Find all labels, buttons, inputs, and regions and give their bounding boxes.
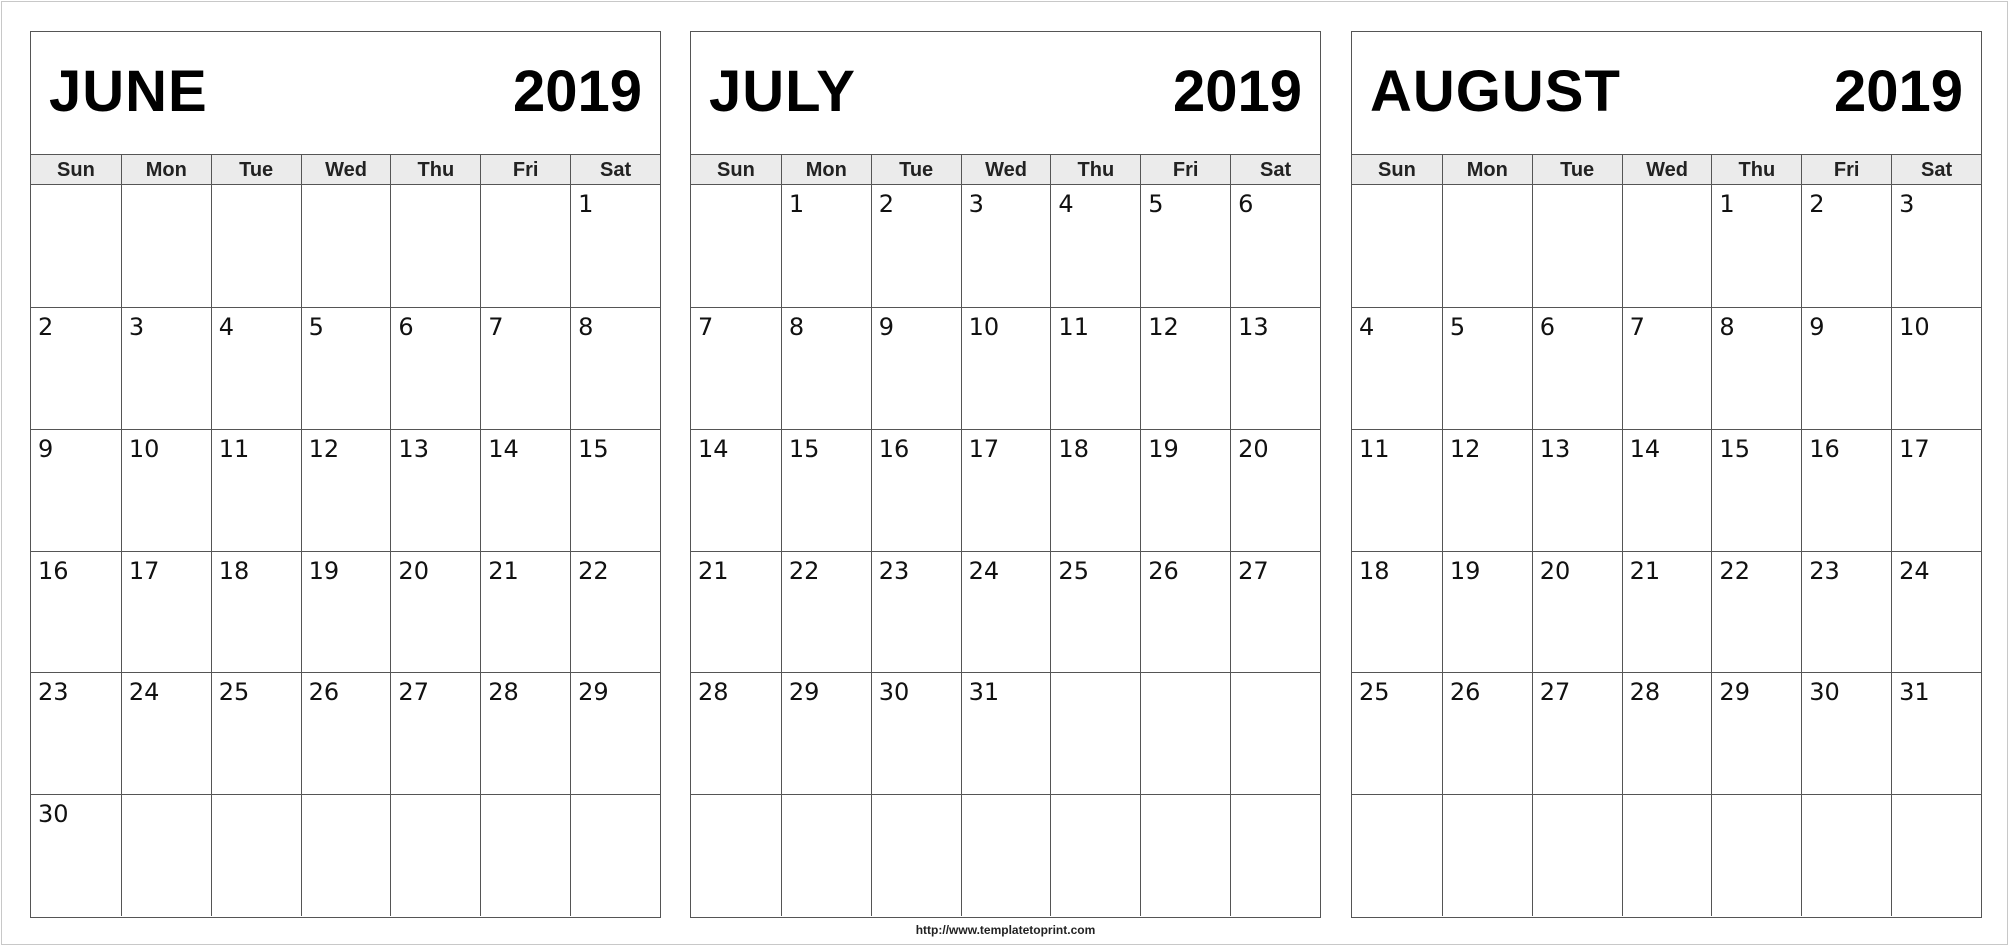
- day-cell: [1352, 794, 1442, 916]
- day-number: 22: [1719, 556, 1750, 585]
- weekday-label: Thu: [390, 155, 480, 185]
- day-cell: [1532, 429, 1622, 551]
- weekday-label: Tue: [871, 155, 961, 185]
- day-number: 20: [1238, 434, 1269, 463]
- day-number: 18: [1058, 434, 1089, 463]
- day-cell: [1050, 429, 1140, 551]
- day-number: 28: [1629, 678, 1661, 707]
- day-number: 28: [698, 678, 729, 707]
- day-number: 25: [218, 678, 250, 707]
- day-number: 1: [788, 190, 805, 218]
- day-number: 14: [1629, 434, 1661, 463]
- weekday-label: Thu: [1711, 155, 1801, 185]
- day-cell: [121, 672, 211, 794]
- day-cell: [1442, 551, 1532, 673]
- weekday-label: Sat: [1230, 155, 1320, 185]
- weekday-label: Tue: [1532, 155, 1622, 185]
- day-cell: [121, 185, 211, 307]
- day-cell: [1711, 185, 1801, 307]
- day-number: 2: [1809, 190, 1825, 218]
- day-number: 26: [1148, 556, 1179, 585]
- month-header: [31, 32, 660, 155]
- day-cell: [1711, 794, 1801, 916]
- day-number: 11: [1058, 312, 1089, 341]
- day-cell: [211, 794, 301, 916]
- day-cell: [211, 429, 301, 551]
- footer-url[interactable]: http://www.templatetoprint.com: [915, 923, 1096, 937]
- day-cell: [301, 794, 391, 916]
- day-number: 31: [1899, 678, 1930, 707]
- month-year: 2019: [1833, 59, 1963, 124]
- calendar-august: [1351, 31, 1982, 918]
- weekday-label: Sat: [570, 155, 660, 185]
- day-number: 15: [1719, 434, 1750, 463]
- weekday-label: Wed: [301, 155, 391, 185]
- day-cell: [121, 551, 211, 673]
- day-cell: [1140, 429, 1230, 551]
- day-number: 12: [1449, 434, 1481, 463]
- day-cell: [1622, 307, 1712, 429]
- day-cell: [691, 672, 781, 794]
- day-cell: [31, 794, 121, 916]
- day-cell: [961, 429, 1051, 551]
- day-number: 26: [1449, 678, 1481, 707]
- month-year: 2019: [512, 59, 642, 124]
- day-cell: [1352, 551, 1442, 673]
- day-cell: [570, 307, 660, 429]
- day-number: 22: [788, 556, 820, 585]
- day-cell: [390, 429, 480, 551]
- day-number: 28: [488, 678, 519, 707]
- day-cell: [480, 185, 570, 307]
- day-cell: [570, 794, 660, 916]
- day-cell: [1050, 551, 1140, 673]
- day-number: 7: [1629, 312, 1645, 341]
- day-number: 27: [1238, 556, 1269, 585]
- day-number: 22: [578, 556, 609, 585]
- day-number: 25: [1359, 678, 1390, 707]
- day-cell: [871, 307, 961, 429]
- day-number: 3: [128, 312, 145, 341]
- day-cell: [1711, 429, 1801, 551]
- day-cell: [390, 551, 480, 673]
- day-cell: [871, 185, 961, 307]
- day-cell: [961, 185, 1051, 307]
- month-header: [1352, 32, 1981, 155]
- day-number: 27: [1539, 678, 1571, 707]
- weekday-label: Sat: [1891, 155, 1981, 185]
- day-number: 21: [488, 556, 519, 585]
- day-cell: [1442, 794, 1532, 916]
- day-number: 8: [788, 312, 805, 341]
- month-name: JUNE: [49, 59, 208, 124]
- day-cell: [301, 307, 391, 429]
- day-number: 4: [218, 312, 234, 341]
- day-number: 29: [788, 678, 820, 707]
- day-cell: [1801, 794, 1891, 916]
- day-number: 6: [1238, 190, 1254, 218]
- day-number: 9: [1809, 312, 1825, 341]
- day-number: 5: [1148, 190, 1164, 218]
- day-cell: [1622, 429, 1712, 551]
- day-cell: [1442, 672, 1532, 794]
- day-cell: [31, 185, 121, 307]
- day-cell: [1891, 672, 1981, 794]
- weekday-label: Wed: [1622, 155, 1712, 185]
- calendar-july: [690, 31, 1321, 918]
- day-cell: [301, 185, 391, 307]
- day-number: 4: [1058, 190, 1074, 218]
- day-cell: [390, 672, 480, 794]
- day-cell: [1230, 185, 1320, 307]
- day-cell: [1140, 551, 1230, 673]
- day-number: 14: [488, 434, 519, 463]
- day-number: 27: [398, 678, 429, 707]
- weekday-label: Wed: [961, 155, 1051, 185]
- day-number: 7: [488, 312, 504, 341]
- day-cell: [1352, 429, 1442, 551]
- weekday-label: Fri: [1140, 155, 1230, 185]
- day-number: 3: [968, 190, 984, 218]
- day-cell: [301, 551, 391, 673]
- day-cell: [480, 307, 570, 429]
- day-number: 9: [38, 434, 54, 463]
- day-cell: [1140, 672, 1230, 794]
- day-number: 30: [1809, 678, 1840, 707]
- day-cell: [211, 307, 301, 429]
- day-cell: [781, 429, 871, 551]
- day-cell: [390, 794, 480, 916]
- day-cell: [781, 551, 871, 673]
- day-number: 29: [1719, 678, 1750, 707]
- day-number: 15: [578, 434, 609, 463]
- day-cell: [1711, 551, 1801, 673]
- day-cell: [1230, 672, 1320, 794]
- day-number: 23: [38, 678, 69, 707]
- day-cell: [1532, 307, 1622, 429]
- day-cell: [1532, 551, 1622, 673]
- day-cell: [211, 185, 301, 307]
- day-cell: [1352, 672, 1442, 794]
- day-cell: [1230, 794, 1320, 916]
- day-cell: [1891, 429, 1981, 551]
- day-cell: [1532, 185, 1622, 307]
- day-cell: [301, 672, 391, 794]
- day-cell: [390, 185, 480, 307]
- weekday-header-row: [691, 155, 1320, 185]
- weekday-label: Sun: [1378, 159, 1416, 181]
- day-cell: [480, 429, 570, 551]
- day-number: 23: [878, 556, 910, 585]
- day-cell: [1230, 429, 1320, 551]
- day-cell: [1050, 307, 1140, 429]
- day-cell: [1622, 794, 1712, 916]
- day-number: 11: [218, 434, 250, 463]
- month-name: JULY: [709, 59, 856, 124]
- day-cell: [1140, 185, 1230, 307]
- day-number: 4: [1359, 312, 1375, 341]
- day-number: 10: [1899, 312, 1930, 341]
- day-number: 17: [1899, 434, 1930, 463]
- day-number: 15: [788, 434, 820, 463]
- day-number: 10: [968, 312, 1000, 341]
- day-number: 1: [1719, 190, 1735, 218]
- day-cell: [1801, 185, 1891, 307]
- weekday-label: Fri: [1801, 155, 1891, 185]
- day-cell: [1442, 429, 1532, 551]
- day-cell: [781, 672, 871, 794]
- weekday-label: Sun: [717, 159, 755, 181]
- day-number: 2: [878, 190, 894, 218]
- day-cell: [961, 672, 1051, 794]
- day-number: 12: [1148, 312, 1179, 341]
- day-cell: [1532, 794, 1622, 916]
- day-cell: [1230, 307, 1320, 429]
- day-cell: [691, 794, 781, 916]
- day-cell: [480, 672, 570, 794]
- day-cell: [121, 429, 211, 551]
- calendar-june: [30, 31, 661, 918]
- day-number: 20: [398, 556, 429, 585]
- day-number: 29: [578, 678, 609, 707]
- day-cell: [871, 551, 961, 673]
- day-number: 8: [1719, 312, 1735, 341]
- day-cell: [1891, 185, 1981, 307]
- day-cell: [390, 307, 480, 429]
- day-number: 8: [578, 312, 594, 341]
- day-number: 30: [878, 678, 910, 707]
- day-cell: [1140, 307, 1230, 429]
- day-cell: [871, 672, 961, 794]
- day-number: 10: [128, 434, 160, 463]
- day-cell: [31, 672, 121, 794]
- day-number: 23: [1809, 556, 1840, 585]
- day-cell: [691, 551, 781, 673]
- day-cell: [211, 551, 301, 673]
- day-number: 13: [398, 434, 429, 463]
- day-number: 26: [308, 678, 340, 707]
- day-number: 19: [1148, 434, 1179, 463]
- day-cell: [570, 429, 660, 551]
- day-cell: [570, 551, 660, 673]
- day-number: 31: [968, 678, 1000, 707]
- day-cell: [301, 429, 391, 551]
- day-cell: [781, 185, 871, 307]
- day-number: 11: [1359, 434, 1390, 463]
- day-cell: [1442, 185, 1532, 307]
- day-cell: [1352, 185, 1442, 307]
- day-cell: [1442, 307, 1532, 429]
- day-cell: [1622, 672, 1712, 794]
- day-number: 7: [698, 312, 714, 341]
- day-cell: [1622, 185, 1712, 307]
- day-cell: [781, 307, 871, 429]
- day-number: 6: [398, 312, 414, 341]
- weekday-label: Mon: [1442, 155, 1532, 185]
- day-cell: [691, 307, 781, 429]
- day-cell: [1891, 307, 1981, 429]
- day-number: 24: [1899, 556, 1930, 585]
- day-number: 3: [1899, 190, 1915, 218]
- day-number: 2: [38, 312, 54, 341]
- day-cell: [1532, 672, 1622, 794]
- month-name: AUGUST: [1370, 59, 1621, 124]
- day-number: 12: [308, 434, 340, 463]
- day-number: 25: [1058, 556, 1089, 585]
- day-cell: [1891, 551, 1981, 673]
- day-cell: [31, 551, 121, 673]
- day-cell: [1801, 672, 1891, 794]
- day-cell: [31, 429, 121, 551]
- day-cell: [121, 794, 211, 916]
- month-header: [691, 32, 1320, 155]
- day-number: 24: [968, 556, 1000, 585]
- day-number: 13: [1539, 434, 1571, 463]
- day-cell: [871, 794, 961, 916]
- day-cell: [1711, 307, 1801, 429]
- day-cell: [1230, 551, 1320, 673]
- day-number: 16: [38, 556, 69, 585]
- day-number: 19: [308, 556, 340, 585]
- day-cell: [1622, 551, 1712, 673]
- day-number: 18: [218, 556, 250, 585]
- day-cell: [1711, 672, 1801, 794]
- weekday-label: Thu: [1050, 155, 1140, 185]
- day-number: 16: [878, 434, 910, 463]
- day-cell: [211, 672, 301, 794]
- day-number: 14: [698, 434, 729, 463]
- day-cell: [570, 185, 660, 307]
- weekday-label: Mon: [781, 155, 871, 185]
- weekday-label: Mon: [121, 155, 211, 185]
- day-cell: [1352, 307, 1442, 429]
- day-cell: [871, 429, 961, 551]
- day-cell: [961, 307, 1051, 429]
- days-grid: [31, 185, 660, 916]
- day-cell: [1801, 307, 1891, 429]
- day-number: 17: [128, 556, 160, 585]
- weekday-label: Sun: [57, 159, 95, 181]
- day-number: 18: [1359, 556, 1390, 585]
- day-number: 16: [1809, 434, 1840, 463]
- day-number: 6: [1539, 312, 1555, 341]
- day-number: 5: [1449, 312, 1466, 341]
- day-cell: [1891, 794, 1981, 916]
- day-number: 30: [38, 800, 69, 829]
- day-cell: [1801, 551, 1891, 673]
- day-cell: [121, 307, 211, 429]
- day-number: 19: [1449, 556, 1481, 585]
- day-cell: [1050, 672, 1140, 794]
- day-number: 5: [308, 312, 324, 341]
- day-number: 1: [578, 190, 594, 218]
- day-cell: [570, 672, 660, 794]
- day-number: 24: [128, 678, 160, 707]
- day-cell: [961, 794, 1051, 916]
- day-cell: [480, 794, 570, 916]
- day-cell: [31, 307, 121, 429]
- weekday-header-row: [31, 155, 660, 185]
- day-cell: [961, 551, 1051, 673]
- weekday-header-row: [1352, 155, 1981, 185]
- weekday-label: Tue: [211, 155, 301, 185]
- day-cell: [691, 429, 781, 551]
- days-grid: [1352, 185, 1981, 916]
- weekday-label: Fri: [480, 155, 570, 185]
- day-number: 21: [698, 556, 729, 585]
- day-number: 17: [968, 434, 1000, 463]
- days-grid: [691, 185, 1320, 916]
- day-cell: [691, 185, 781, 307]
- day-cell: [1050, 185, 1140, 307]
- day-number: 13: [1238, 312, 1269, 341]
- day-cell: [1140, 794, 1230, 916]
- day-cell: [1801, 429, 1891, 551]
- day-cell: [781, 794, 871, 916]
- day-cell: [1050, 794, 1140, 916]
- month-year: 2019: [1172, 59, 1302, 124]
- day-cell: [480, 551, 570, 673]
- day-number: 9: [878, 312, 894, 341]
- day-number: 20: [1539, 556, 1571, 585]
- day-number: 21: [1629, 556, 1661, 585]
